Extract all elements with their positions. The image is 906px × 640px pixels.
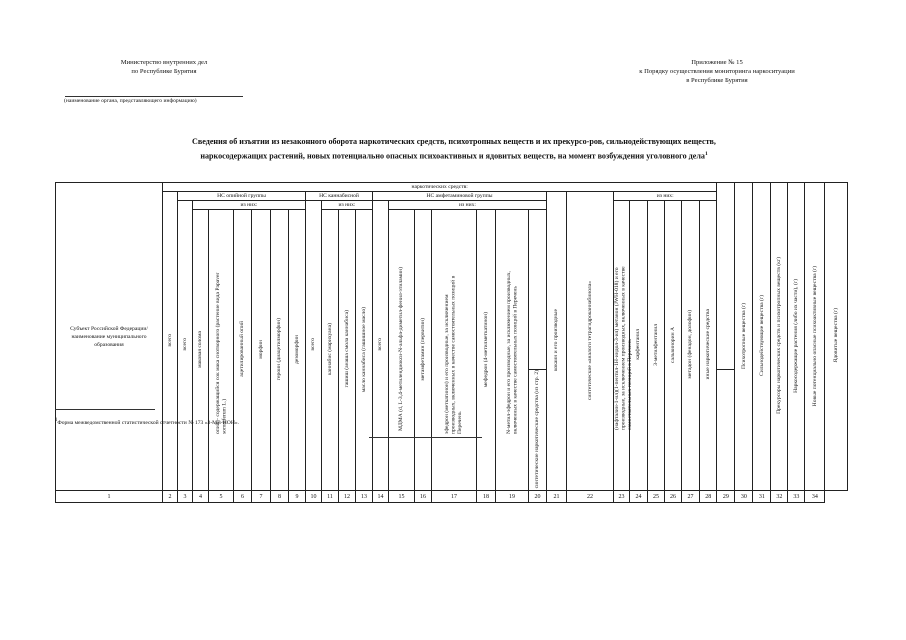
appendix-line3: в Республике Бурятия — [686, 77, 748, 84]
bottom-separator — [369, 437, 482, 438]
column-number: 5 — [209, 491, 234, 503]
col-16-header: метамфетамин (первитин) — [419, 317, 426, 381]
title-line2 — [120, 148, 788, 163]
column-number: 24 — [630, 491, 648, 503]
of-them-header-2: из них: — [322, 201, 373, 210]
column-number: 31 — [753, 491, 771, 503]
column-number: 30 — [735, 491, 753, 503]
col-31-header: Прекурсоры наркотических средств и психотропных веществ (кг) — [776, 257, 783, 415]
col-15-header: МДМА (d, L-3,4-метилендиокси-N-альфа-диметил-фенил-этиламин) — [398, 267, 405, 432]
column-number: 12 — [339, 491, 356, 503]
appendix-line2: к Порядку осуществления мониторинга наркоситуации — [639, 68, 795, 75]
column-number: 6 — [234, 491, 252, 503]
col-5-header: опий – содержащийся сок мака снотворного (растение вида Papaver somniferum L.) — [214, 272, 227, 435]
column-number: 27 — [682, 491, 700, 503]
column-numbers-row — [56, 491, 848, 503]
column-number: 23 — [614, 491, 630, 503]
col-18-header: мефедрон (4-метилметкатинон) — [482, 311, 489, 387]
column-number: 15 — [389, 491, 415, 503]
column-number: 9 — [289, 491, 306, 503]
col-32-header: Наркосодержащие растения (либо их части), (г) — [793, 278, 800, 393]
column-number: 34 — [805, 491, 825, 503]
col-25-header: сальвинорин А — [669, 326, 676, 363]
column-number: 3 — [178, 491, 193, 503]
column-number: 4 — [193, 491, 209, 503]
col-8-header: героин (диацетилморфин) — [276, 318, 283, 381]
column-number: 29 — [717, 491, 735, 503]
footnote-mark: 1 — [55, 418, 58, 423]
col-19-header: N-метил-эфедрон и его производные, за исключением производных, включенных в качестве самостоятельных позиций в Перечень — [505, 271, 518, 435]
of-them-header-4: из них: — [614, 192, 717, 201]
column-number: 25 — [648, 491, 665, 503]
column-number: 13 — [356, 491, 373, 503]
col-12-header: гашиш (анаша смола каннабиса) — [343, 310, 350, 388]
footnote-text: Форма межведомственной статистической отчетности № 173 «3-МВ-НОН». — [57, 419, 240, 426]
col-23-header: карфентанил — [635, 329, 642, 361]
organization-name — [94, 58, 234, 76]
col-26-header: метадон (фенадон, долофин) — [687, 310, 694, 379]
col-22-header: (нафталин-1-ил)(1-пентил-1Н-индол-3-ил) метанон (JWH-018) и его производные, за исключением производных, включенных в качестве самостоятельных позиций в Перечень — [614, 266, 633, 430]
column-number: 14 — [373, 491, 389, 503]
column-number: 2 — [163, 491, 178, 503]
column-number: 28 — [700, 491, 717, 503]
organization-underline — [65, 96, 243, 97]
column-number: 16 — [415, 491, 432, 503]
col-4-header: маковая солома — [197, 330, 204, 368]
col-21-header: синтетические «аналоги тетрагидроканнабинола» — [586, 280, 593, 400]
amphetamine-group-header: НС амфетаминовой группы — [373, 192, 547, 201]
col-10-header: всего — [310, 338, 317, 351]
subject-header: Субъект Российской Федерации/ наименование муниципального образования — [56, 183, 163, 491]
footnote-separator — [55, 409, 155, 410]
column-number: 10 — [306, 491, 322, 503]
of-them-header-3: из них: — [389, 201, 547, 210]
col-28-header: синтетические наркотические средства (из стр. 2) — [534, 370, 541, 489]
col-9-header: дезоморфин — [293, 334, 300, 364]
organization-line1: Министерство внутренних дел — [120, 59, 208, 66]
col-2-header: всего — [166, 333, 173, 347]
column-number: 21 — [547, 491, 567, 503]
col-17-header: эфедрон (меткатинон) и его производные, за исключением производных, включенных в качестве самостоятельных позиций в Перечень — [444, 275, 464, 435]
col-7-header: морфин — [257, 339, 264, 359]
col-14-header: всего — [377, 338, 384, 351]
column-number: 26 — [665, 491, 682, 503]
footnote — [55, 418, 239, 426]
opium-group-header: НС опийной группы — [178, 192, 306, 201]
column-number: 18 — [477, 491, 496, 503]
appendix-reference — [612, 58, 822, 85]
col-24-header: 3-метилфентанил — [652, 323, 659, 366]
col-30-header: Сильнодействующие вещества (г) — [758, 295, 765, 377]
col-11-header: каннабис (марихуана) — [326, 323, 333, 376]
col-27-header: иные наркотические средства — [705, 309, 711, 380]
col-3-header: всего — [181, 338, 188, 351]
document-title — [120, 135, 788, 163]
col-6-header: ацетилированный опий — [239, 321, 246, 378]
col-13-header: масло каннабиса (гашишное масло) — [360, 306, 367, 392]
col-34-header: Ядовитые вещества (г) — [833, 308, 839, 363]
column-number: 33 — [788, 491, 805, 503]
title-line1: Сведения об изъятии из незаконного оборота наркотических средств, психотропных веществ и их прекурсо-ров, сильнодействующих веществ, — [192, 137, 716, 146]
column-number: 1 — [56, 491, 163, 503]
title-footnote-mark: 1 — [704, 151, 708, 157]
column-number: 19 — [496, 491, 529, 503]
column-number: 7 — [252, 491, 271, 503]
column-number: 22 — [567, 491, 614, 503]
col-20-header: кокаин и его производные — [553, 309, 560, 372]
cannabis-group-header: НС каннабисной — [306, 192, 373, 201]
seizure-table — [55, 182, 848, 503]
column-number: 8 — [271, 491, 289, 503]
column-number: 11 — [322, 491, 339, 503]
column-number: 17 — [432, 491, 477, 503]
column-number: 32 — [771, 491, 788, 503]
organization-note: (наименование органа, представляющего информацию) — [64, 98, 197, 104]
appendix-line1: Приложение № 15 — [691, 59, 743, 66]
organization-line2: по Республике Бурятия — [131, 68, 197, 75]
title-line2-text: наркосодержащих растений, новых потенциально опасных психоактивных и ядовитых веществ, на момент возбуждения уголовного дела — [200, 151, 705, 161]
narcotic-group-header: наркотических средств: — [163, 183, 717, 192]
col-29-header: Психотропные вещества (г) — [740, 302, 747, 369]
col-33-header: Новые потенциально опасные психоактивные вещества (г) — [811, 265, 818, 406]
of-them-header-1: из них: — [193, 201, 306, 210]
column-number: 20 — [529, 491, 547, 503]
